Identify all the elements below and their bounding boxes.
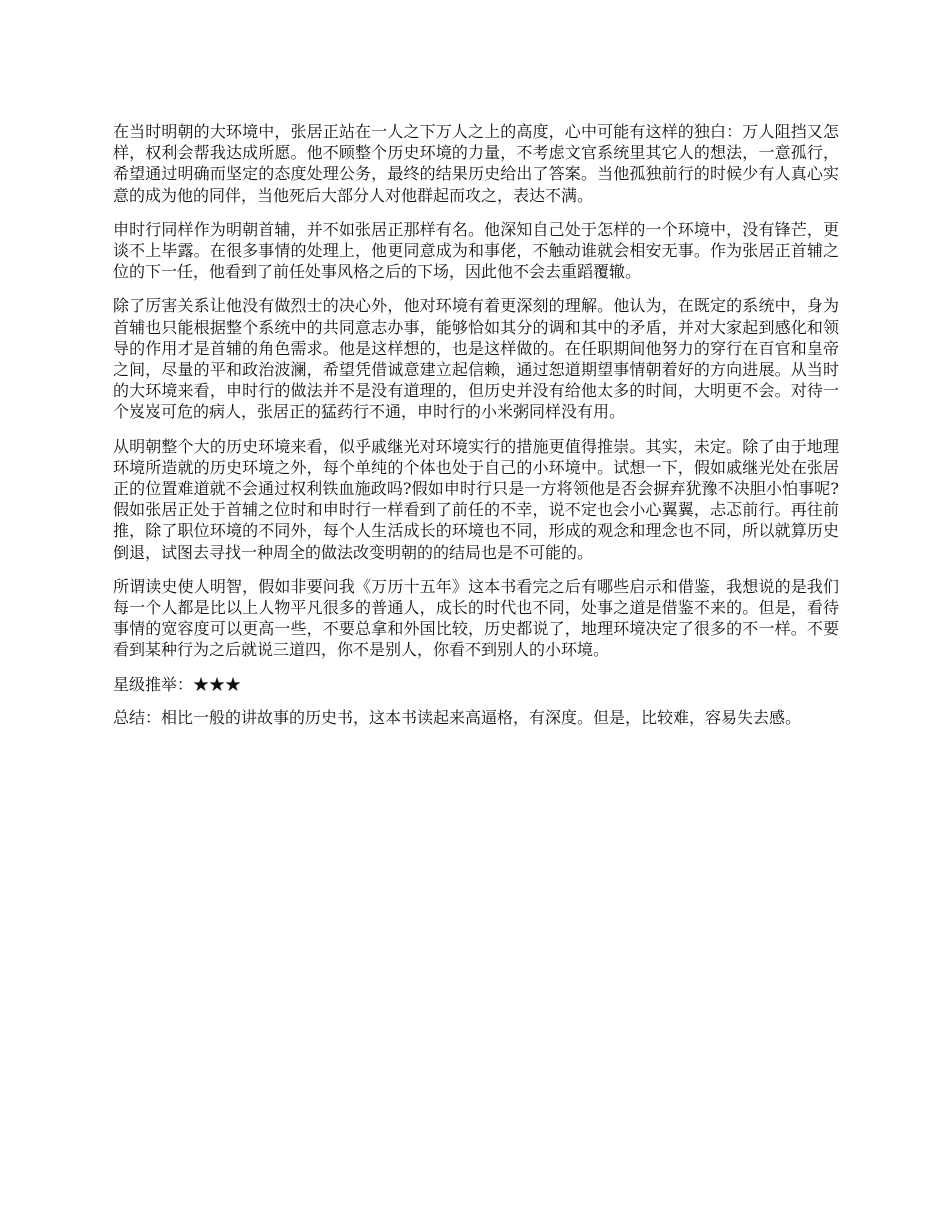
star-rating-line <box>113 674 839 695</box>
paragraph-historical-environment: 从明朝整个大的历史环境来看，似乎戚继光对环境实行的措施更值得推崇。其实，未定。除了由于地理环境所造就的历史环境之外，每个单纯的个体也处于自己的小环境中。试想一下，假如戚继光处在张居正的位置难道就不会通过权利铁血施政吗?假如申时行只是一方将领他是否会摒弃犹豫不决胆小怕事呢?假如张居正处于首辅之位时和申时行一样看到了前任的不幸，说不定也会小心翼翼，忐忑前行。再往前推，除了职位环境的不同外，每个人生活成长的环境也不同，形成的观念和理念也不同，所以就算历史倒退，试图去寻找一种周全的做法改变明朝的的结局也是不可能的。 <box>113 436 839 562</box>
summary-paragraph: 总结：相比一般的讲故事的历史书，这本书读起来高逼格，有深度。但是，比较难，容易失去感。 <box>113 707 802 727</box>
paragraph-zhang-juzheng: 在当时明朝的大环境中，张居正站在一人之下万人之上的高度，心中可能有这样的独白：万人阻挡又怎样，权利会帮我达成所愿。他不顾整个历史环境的力量，不考虑文官系统里其它人的想法，一意孤行，希望通过明确而坚定的态度处理公务，最终的结果历史给出了答案。当他孤独前行的时候少有人真心实意的成为他的同伴，当他死后大部分人对他群起而攻之，表达不满。 <box>113 122 839 205</box>
paragraph-shen-shixing: 申时行同样作为明朝首辅，并不如张居正那样有名。他深知自己处于怎样的一个环境中，没有锋芒，更谈不上毕露。在很多事情的处理上，他更同意成为和事佬，不触动谁就会相安无事。作为张居正首辅之位的下一任，他看到了前任处事风格之后的下场，因此他不会去重蹈覆辙。 <box>113 219 839 282</box>
document-body <box>113 121 839 741</box>
rating-label: 星级推举： <box>113 674 194 694</box>
paragraph-reading-history: 所谓读史使人明智，假如非要问我《万历十五年》这本书看完之后有哪些启示和借鉴，我想说的是我们每一个人都是比以上人物平凡很多的普通人，成长的时代也不同，处事之道是借鉴不来的。但是，看待事情的宽容度可以更高一些，不要总拿和外国比较，历史都说了，地理环境决定了很多的不一样。不要看到某种行为之后就说三道四，你不是别人，你看不到别人的小环境。 <box>113 576 839 660</box>
paragraph-system-understanding: 除了厉害关系让他没有做烈士的决心外，他对环境有着更深刻的理解。他认为，在既定的系统中，身为首辅也只能根据整个系统中的共同意志办事，能够恰如其分的调和其中的矛盾，并对大家起到感化和领导的作用才是首辅的角色需求。他是这样想的，也是这样做的。在任职期间他努力的穿行在百官和皇帝之间，尽量的平和政治波澜，希望凭借诚意建立起信赖，通过恕道期望事情朝着好的方向进展。从当时的大环境来看，申时行的做法并不是没有道理的，但历史并没有给他太多的时间，大明更不会。对待一个岌岌可危的病人，张居正的猛药行不通，申时行的小米粥同样没有用。 <box>113 296 839 422</box>
star-rating-icon: ★★★ <box>193 674 242 694</box>
